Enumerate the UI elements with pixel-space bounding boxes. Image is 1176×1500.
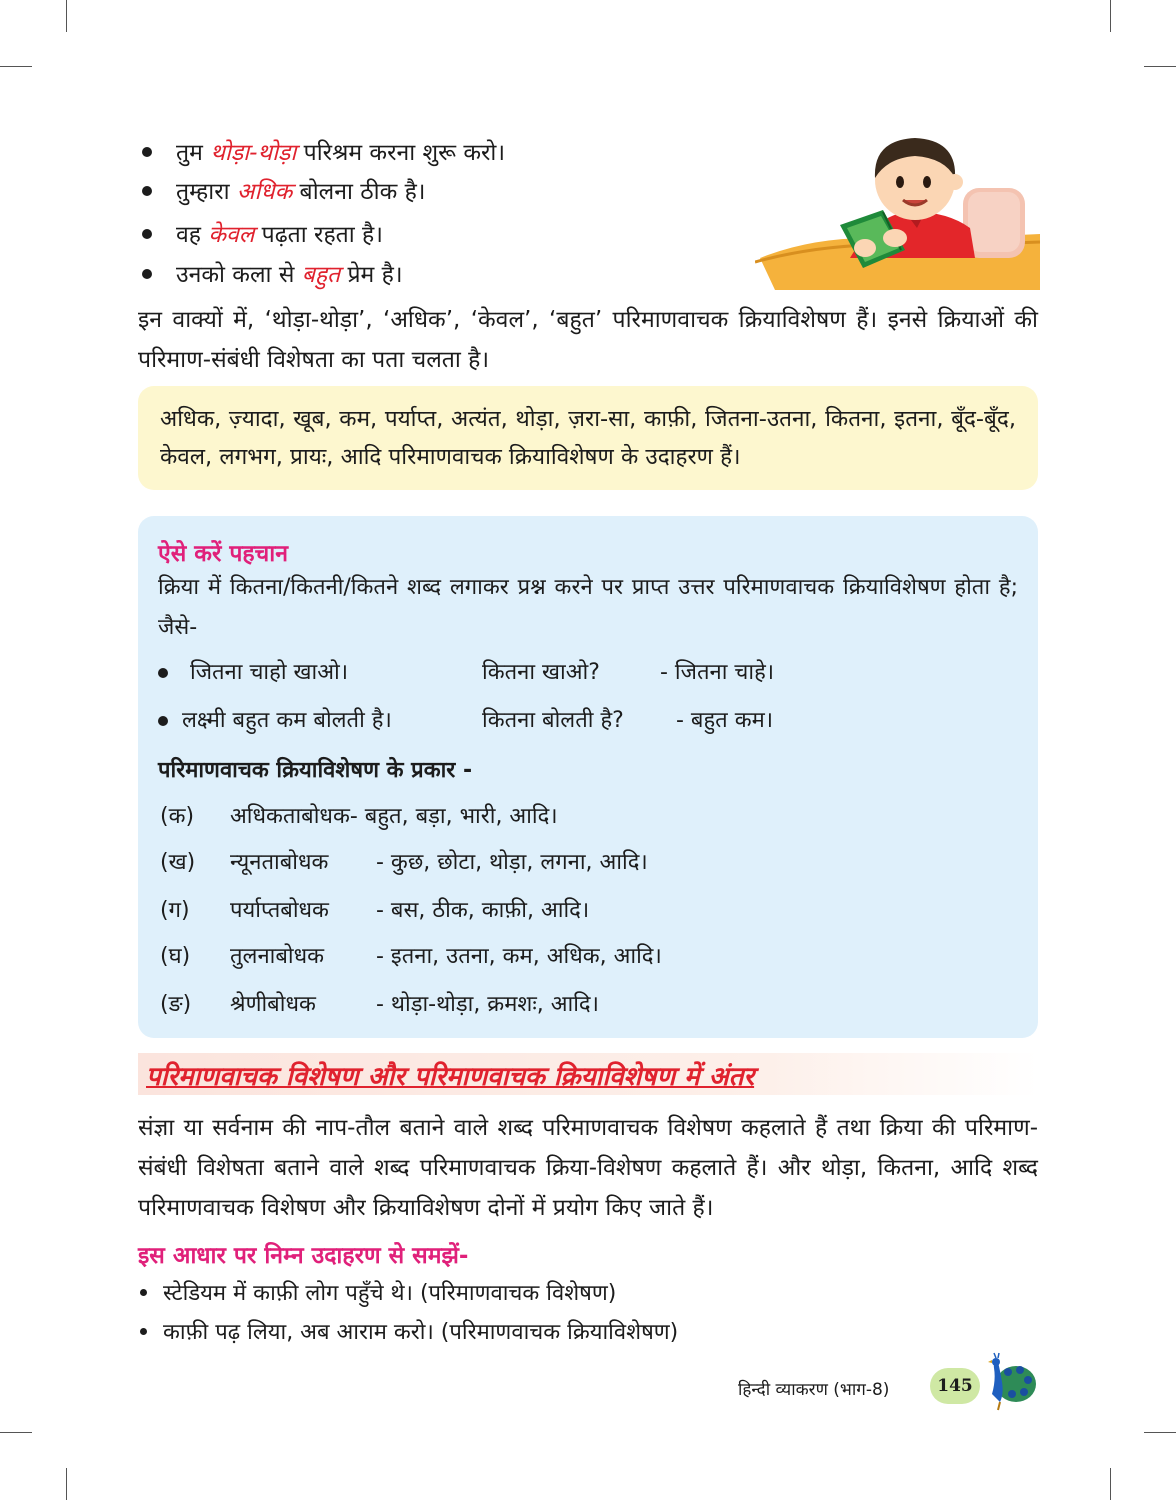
identify-heading: ऐसे करें पहचान	[158, 541, 288, 567]
type-row: (ख) न्यूनताबोधक - कुछ, छोटा, थोड़ा, लगना, आदि।	[160, 850, 648, 875]
example-bullet: वह केवल पढ़ता रहता है।	[142, 220, 383, 250]
examples-box	[138, 386, 1038, 490]
identify-answer: - जितना चाहे।	[660, 660, 775, 685]
peacock-icon	[978, 1350, 1038, 1412]
identify-question: कितना खाओ?	[482, 660, 600, 685]
identify-box	[138, 516, 1038, 1038]
crop-mark	[66, 0, 67, 32]
identify-answer: - बहुत कम।	[676, 708, 774, 733]
understand-example: काफ़ी पढ़ लिया, अब आराम करो। (परिमाणवाचक क्रियाविशेषण)	[140, 1318, 678, 1348]
crop-mark	[0, 1432, 32, 1433]
section-band	[138, 1053, 1038, 1095]
book-title: हिन्दी व्याकरण (भाग-8)	[738, 1380, 890, 1400]
example-bullet: तुम थोड़ा-थोड़ा परिश्रम करना शुरू करो।	[142, 138, 505, 168]
section-paragraph: संज्ञा या सर्वनाम की नाप-तौल बताने वाले शब्द परिमाणवाचक विशेषण कहलाते हैं तथा क्रिया की परिमाण-संबंधी विशेषता बताने वाले शब्द परिमाणवाचक क्रिया-विशेषण कहलाते हैं। और थोड़ा, कितना, आदि शब्द परिमाणवाचक विशेषण और क्रियाविशेषण दोनों में प्रयोग किए जाते हैं।	[138, 1115, 1038, 1221]
crop-mark	[66, 1468, 67, 1500]
crop-mark	[1144, 1432, 1176, 1433]
type-row: (ङ) श्रेणीबोधक - थोड़ा-थोड़ा, क्रमशः, आदि।	[160, 992, 599, 1017]
page-number: 145	[930, 1368, 980, 1404]
understand-heading: इस आधार पर निम्न उदाहरण से समझें-	[138, 1243, 469, 1269]
intro-paragraph: इन वाक्यों में, ‘थोड़ा-थोड़ा’, ‘अधिक’, ‘केवल’, ‘बहुत’ परिमाणवाचक क्रियाविशेषण हैं। इनसे क्रियाओं की परिमाण-संबंधी विशेषता का पता चलता है।	[138, 307, 1038, 373]
understand-example: स्टेडियम में काफ़ी लोग पहुँचे थे। (परिमाणवाचक विशेषण)	[140, 1279, 616, 1309]
identify-example: लक्ष्मी बहुत कम बोलती है।	[158, 704, 392, 734]
boy-reading-illustration	[755, 130, 1040, 290]
types-heading: परिमाणवाचक क्रियाविशेषण के प्रकार -	[158, 758, 473, 783]
identify-example: जितना चाहो खाओ।	[158, 656, 348, 686]
crop-mark	[1110, 0, 1111, 32]
type-row: (क) अधिकताबोधक- बहुत, बड़ा, भारी, आदि।	[160, 804, 558, 829]
examples-text: अधिक, ज़्यादा, खूब, कम, पर्याप्त, अत्यंत, थोड़ा, ज़रा-सा, काफ़ी, जितना-उतना, कितना, इतना, बूँद-बूँद, केवल, लगभग, प्रायः, आदि परिमाणवाचक क्रियाविशेषण के उदाहरण हैं।	[160, 406, 1016, 470]
crop-mark	[0, 66, 32, 67]
type-row: (घ) तुलनाबोधक - इतना, उतना, कम, अधिक, आदि।	[160, 944, 662, 969]
section-title: परिमाणवाचक विशेषण और परिमाणवाचक क्रियाविशेषण में अंतर	[146, 1062, 755, 1092]
example-bullet: तुम्हारा अधिक बोलना ठीक है।	[142, 177, 426, 207]
example-bullet: उनको कला से बहुत प्रेम है।	[142, 260, 403, 290]
identify-text: क्रिया में कितना/कितनी/कितने शब्द लगाकर प्रश्न करने पर प्राप्त उत्तर परिमाणवाचक क्रियाविशेषण होता है; जैसे-	[158, 575, 1018, 640]
type-row: (ग) पर्याप्तबोधक - बस, ठीक, काफ़ी, आदि।	[160, 898, 590, 923]
crop-mark	[1110, 1468, 1111, 1500]
crop-mark	[1144, 66, 1176, 67]
identify-question: कितना बोलती है?	[482, 708, 624, 733]
